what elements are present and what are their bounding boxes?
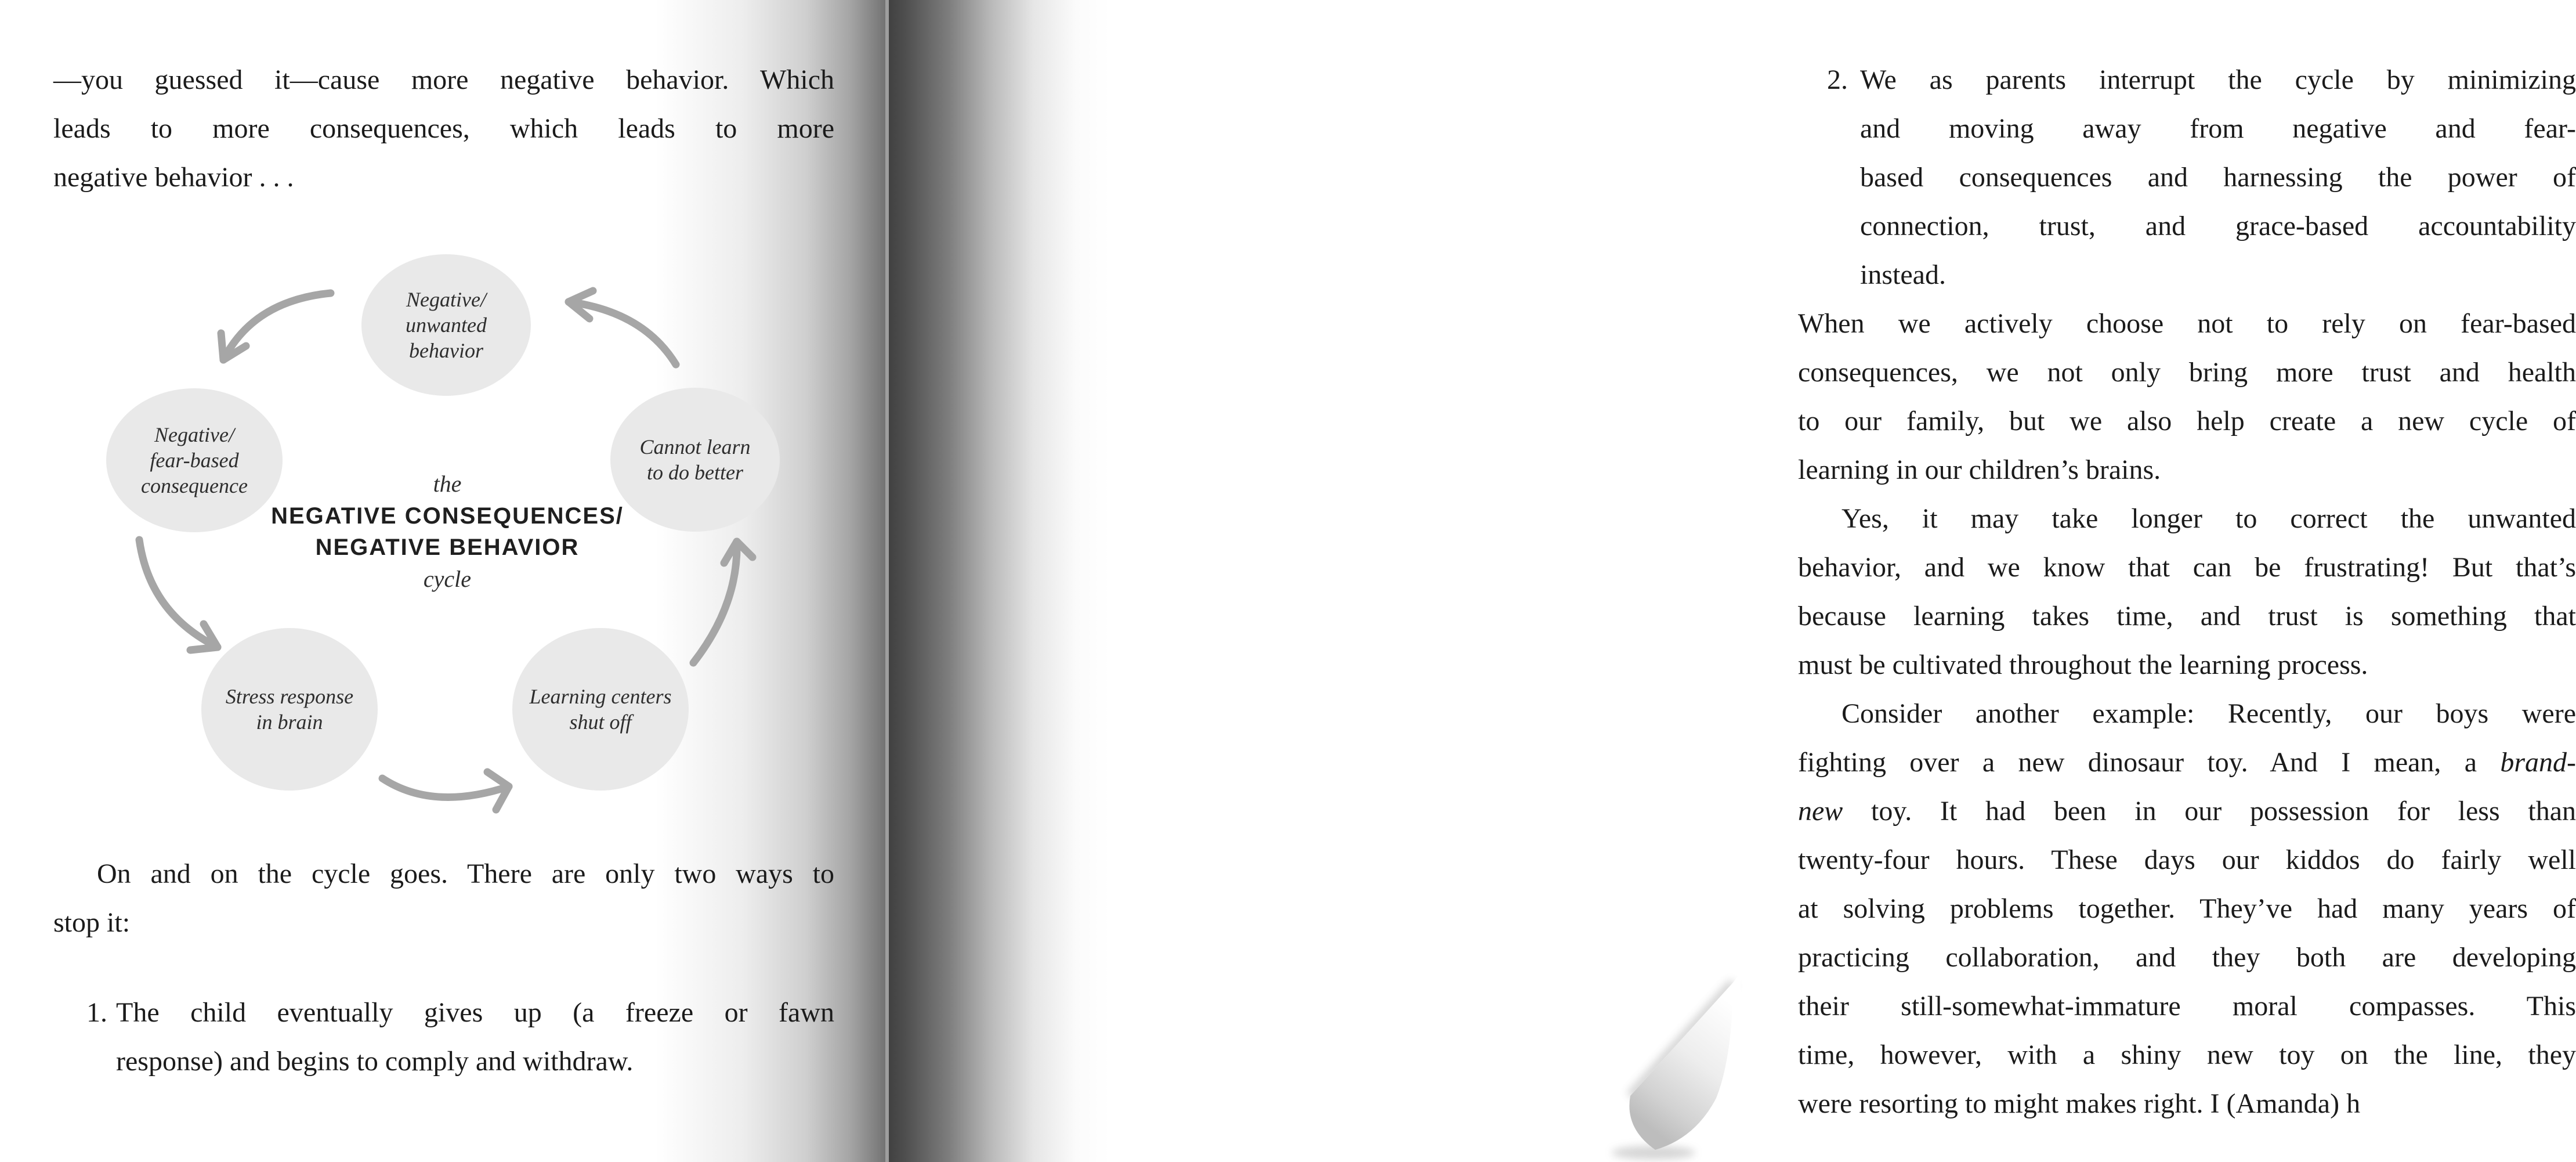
diagram-node-stress-response-in-brain xyxy=(201,628,378,791)
diagram-node-negative-unwanted-behavior xyxy=(361,254,531,396)
paragraph-on-and-on xyxy=(53,850,834,947)
list-number: 2. xyxy=(1827,64,1848,95)
list-item-2-text xyxy=(1860,56,2576,299)
text-line: response) and begins to comply and withdraw. xyxy=(116,1046,634,1077)
text-line: learning in our children’s brains. xyxy=(1798,454,2161,485)
cycle-arrow-top-to-left xyxy=(221,293,331,360)
text-line: Consider another example: Recently, our boys were xyxy=(1841,698,2576,729)
text-line: to our family, but we also help create a new cycle of xyxy=(1798,406,2576,436)
node-label-line: Negative/ xyxy=(154,423,234,446)
cycle-arrow-bottomleft-to-bottomright xyxy=(382,772,509,810)
page-curl[interactable] xyxy=(1561,970,1741,1162)
text-line: The child eventually gives up (a freeze or fawn xyxy=(116,997,834,1028)
node-label-line: shut off xyxy=(569,710,632,734)
cycle-arrow-bottomright-to-right xyxy=(693,542,752,663)
node-label-line: Negative/ xyxy=(406,288,486,311)
text-line: were resorting to might makes right. I (Amanda) h xyxy=(1798,1088,2361,1119)
diagram-center-label xyxy=(271,471,624,592)
list-item-1-text xyxy=(116,988,834,1086)
cycle-diagram xyxy=(0,221,870,859)
text-line: and moving away from negative and fear- xyxy=(1860,113,2576,144)
list-item-2 xyxy=(1798,56,2576,299)
cycle-arrow-left-to-bottomleft xyxy=(139,540,218,650)
diagram-node-learning-centers-shut-off xyxy=(512,628,689,791)
intro-paragraph xyxy=(53,56,834,202)
node-label-line: consequence xyxy=(141,474,248,497)
node-ellipse xyxy=(610,388,780,532)
center-label-lead: the xyxy=(433,471,462,497)
node-label-line: Learning centers xyxy=(529,685,672,708)
text-line: new toy. It had been in our possession for less than xyxy=(1798,796,2576,827)
diagram-node-negative-fear-based-consequence xyxy=(106,388,283,532)
right-page-text xyxy=(1798,56,2576,1128)
paragraph-yes-it-may xyxy=(1798,495,2576,690)
node-label-line: Cannot learn xyxy=(639,435,751,459)
node-label-line: Stress response xyxy=(225,685,354,708)
paragraph-consider-example xyxy=(1798,690,2576,1128)
text-line: When we actively choose not to rely on fear-based xyxy=(1798,308,2576,339)
text-line: consequences, we not only bring more trust and health xyxy=(1798,357,2576,388)
list-number: 1. xyxy=(86,997,107,1028)
text-line: connection, trust, and grace-based accountability xyxy=(1860,211,2576,241)
text-line: at solving problems together. They’ve had many years of xyxy=(1798,893,2576,924)
text-line: —you guessed it—cause more negative behavior. Which xyxy=(53,64,834,95)
node-ellipse xyxy=(512,628,689,791)
node-label-line: to do better xyxy=(647,461,743,484)
text-line: On and on the cycle goes. There are only two ways to xyxy=(97,858,834,889)
text-line: negative behavior . . . xyxy=(53,162,294,193)
node-label-line: behavior xyxy=(409,339,483,362)
text-line: instead. xyxy=(1860,259,1946,290)
text-line: fighting over a new dinosaur toy. And I mean, a brand- xyxy=(1798,747,2576,778)
node-label-line: fear-based xyxy=(150,449,239,472)
paragraph-when-we xyxy=(1798,299,2576,495)
text-line: twenty-four hours. These days our kiddos do fairly well xyxy=(1798,845,2576,875)
text-line: because learning takes time, and trust is something that xyxy=(1798,601,2576,631)
text-line: We as parents interrupt the cycle by minimizing xyxy=(1860,64,2576,95)
text-line: based consequences and harnessing the power of xyxy=(1860,162,2576,193)
text-line: leads to more consequences, which leads to more xyxy=(53,113,834,144)
center-label-tail: cycle xyxy=(423,566,472,592)
list-item-1 xyxy=(53,988,834,1086)
text-line: behavior, and we know that can be frustrating! But that’s xyxy=(1798,552,2576,583)
text-line: practicing collaboration, and they both are developing xyxy=(1798,942,2576,973)
text-line: time, however, with a shiny new toy on the line, they xyxy=(1798,1040,2576,1070)
text-line: must be cultivated throughout the learning process. xyxy=(1798,649,2368,680)
left-page xyxy=(0,0,885,1162)
node-label-line: unwanted xyxy=(406,313,487,337)
diagram-node-cannot-learn-to-do-better xyxy=(610,388,780,532)
text-line: stop it: xyxy=(53,907,131,938)
text-line: Yes, it may take longer to correct the unwanted xyxy=(1841,503,2576,534)
center-label-title1: NEGATIVE CONSEQUENCES/ xyxy=(271,503,624,529)
center-label-title2: NEGATIVE BEHAVIOR xyxy=(315,535,580,560)
node-label-line: in brain xyxy=(256,710,323,734)
node-ellipse xyxy=(201,628,378,791)
cycle-arrow-right-to-top xyxy=(569,291,676,365)
text-line: their still-somewhat-immature moral compasses. This xyxy=(1798,991,2576,1022)
